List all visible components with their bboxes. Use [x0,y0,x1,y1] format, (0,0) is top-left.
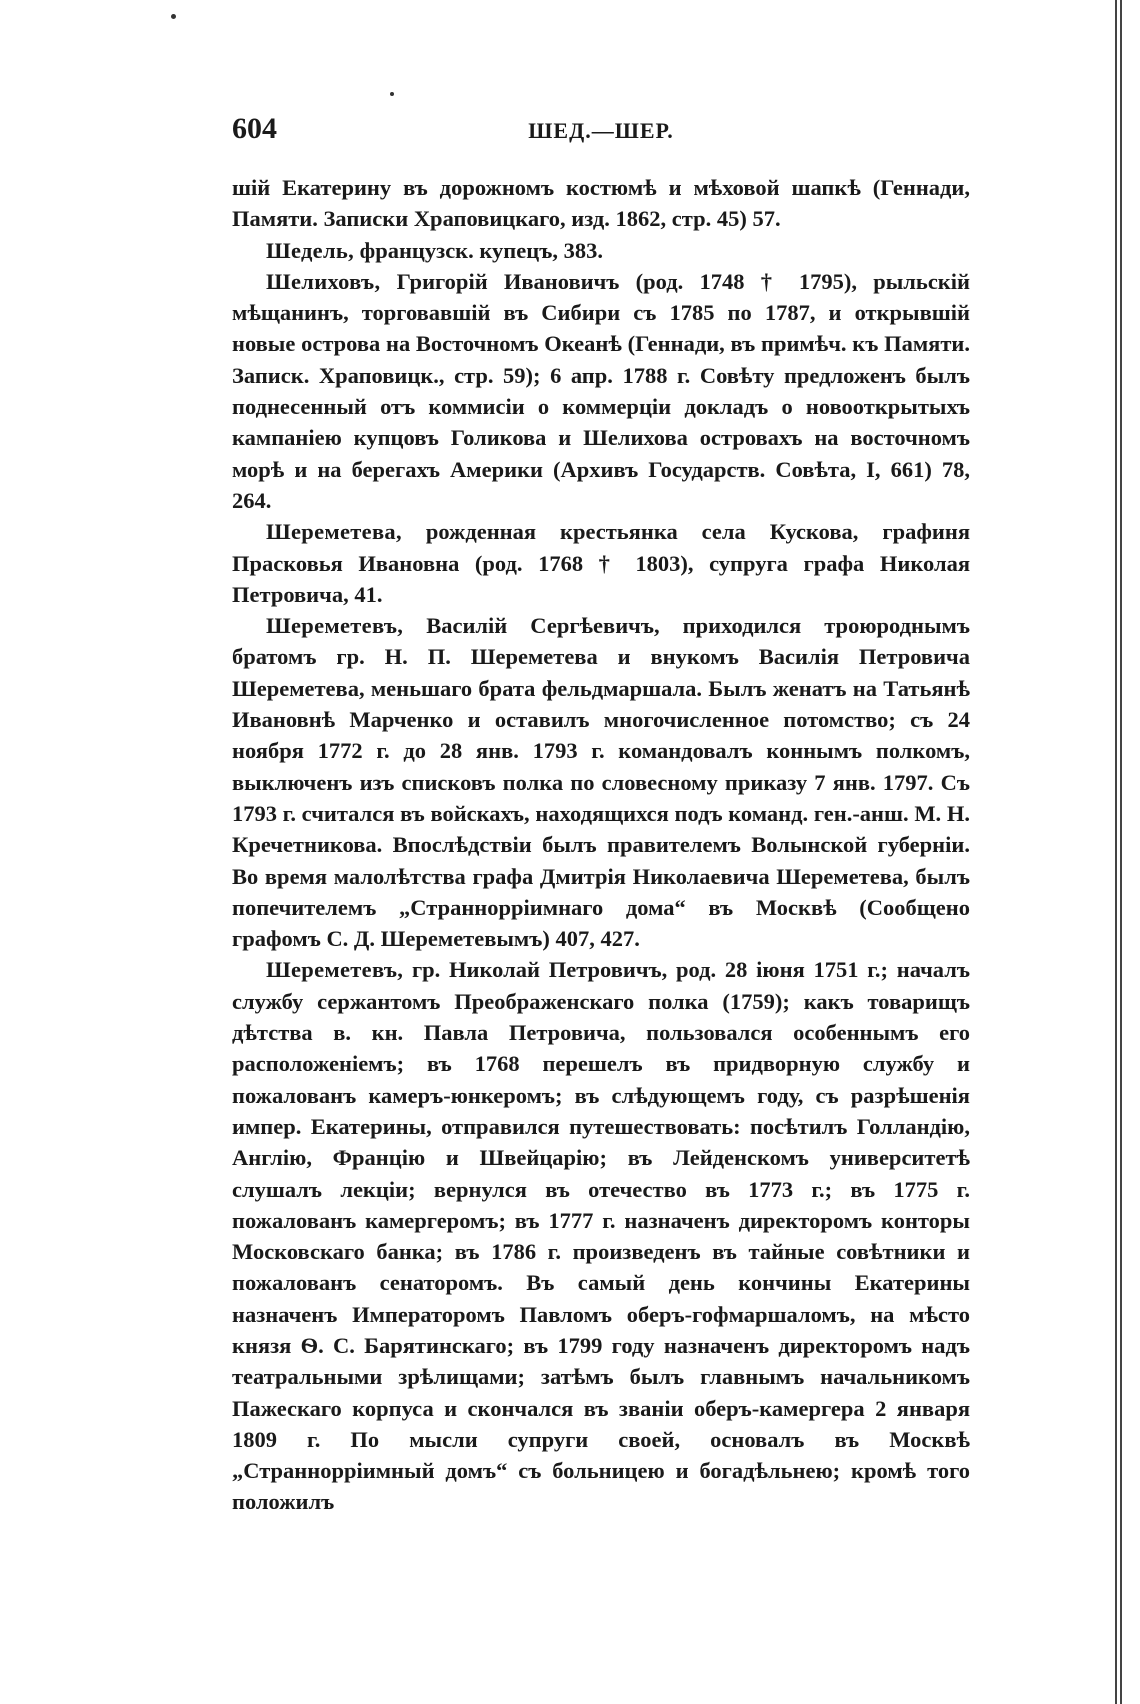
speck-mark [390,92,394,96]
entry-text: Василій Сергѣевичъ, приходился троюроднымъ братомъ гр. Н. П. Шереметева и внукомъ Василія Петровича Шереметева, меньшаго брата фельдмаршала. Былъ женатъ на Татьянѣ Ивановнѣ Марченко и оставилъ многочисленное потомство; съ 24 ноября 1772 г. до 28 янв. 1793 г. командовалъ коннымъ полкомъ, выключенъ изъ списковъ полка по словесному приказу 7 янв. 1797. Съ 1793 г. считался въ войскахъ, находящихся подъ команд. ген.-анш. М. Н. Кречетникова. Впослѣдствіи былъ правителемъ Волынской губерніи. Во время малолѣтства графа Дмитрія Николаевича Шереметева, былъ попечителемъ „Странноpріимнаго дома“ въ Москвѣ (Сообщено графомъ С. Д. Шереметевымъ) 407, 427. [232,613,970,952]
page-edge-rule [1115,0,1122,1704]
entry-text: Григорій Ивановичъ (род. 1748 † 1795), рыльскій мѣщанинъ, торговавшій въ Сибири съ 1785 по 1787, и открывшій новые острова на Восточномъ Океанѣ (Геннади, въ примѣч. къ Памяти. Записк. Храповицк., стр. 59); 6 апр. 1788 г. Совѣту предложенъ былъ поднесенный отъ коммисіи о коммерціи докладъ о новооткрытыхъ кампаніею купцовъ Голикова и Шелихова островахъ на восточномъ морѣ и на берегахъ Америки (Архивъ Государств. Совѣта, I, 661) 78, 264. [232,268,970,513]
entry-headword: Шедель, [266,237,355,263]
entry-text: гр. Николай Петровичъ, род. 28 іюня 1751 г.; началъ службу сержантомъ Преображенскаго полка (1759); какъ товарищъ дѣтства в. кн. Павла Петровича, пользовался особеннымъ его расположеніемъ; въ 1768 перешелъ въ придворную службу и пожалованъ камеръ-юнкеромъ; въ слѣдующемъ году, съ разрѣшенія импер. Екатерины, отправился путешествовать: посѣтилъ Голландію, Англію, Францію и Швейцарію; въ Лейденскомъ университетѣ слушалъ лекціи; вернулся въ отечество въ 1773 г.; въ 1775 г. пожалованъ камергеромъ; въ 1777 г. назначенъ директоромъ конторы Московскаго банка; въ 1786 г. произведенъ въ тайные совѣтники и пожалованъ сенаторомъ. Въ самый день кончины Екатерины назначенъ Императоромъ Павломъ оберъ-гофмаршаломъ, на мѣсто князя Ѳ. С. Барятинскаго; въ 1799 году назначенъ директоромъ надъ театральными зрѣлищами; затѣмъ былъ главнымъ начальникомъ Пажескаго корпуса и скончался въ званіи оберъ-камергера 2 января 1809 г. По мысли супруги своей, основалъ въ Москвѣ „Странноpріимный домъ“ съ больницею и богадѣльнею; кромѣ того положилъ [232,957,970,1515]
entry-text: французск. купецъ, 383. [354,237,603,263]
entry-headword: Шереметева, [266,519,402,545]
page-number: 604 [232,112,277,145]
body-text [232,172,970,1518]
entry [232,610,970,954]
entry-text: рожденная крестьянка села Кускова, графиня Прасковья Ивановна (род. 1768 † 1803), супруга графа Николая Петровича, 41. [232,519,970,607]
entry-headword: Шереметевъ, [266,613,404,639]
entry-continuation [232,172,970,235]
page-header [232,112,970,152]
entry [232,266,970,516]
entry [232,954,970,1517]
speck-mark [171,14,176,19]
running-head: ШЕД.—ШЕР. [528,118,674,143]
entry-headword: Шелиховъ, [266,268,381,294]
entry-headword: Шереметевъ, [266,957,404,983]
entry [232,235,970,266]
entry [232,516,970,610]
entry-text: шій Екатерину въ дорожномъ костюмѣ и мѣховой шапкѣ (Геннади, Памяти. Записки Храповицкаго, изд. 1862, стр. 45) 57. [232,175,970,232]
